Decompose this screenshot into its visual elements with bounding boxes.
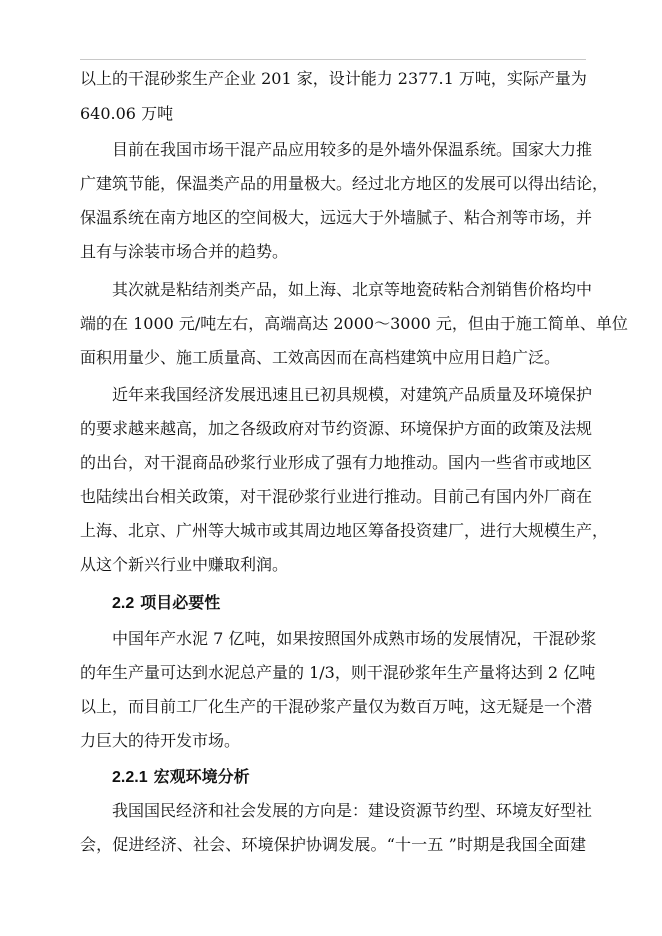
paragraph-line: 保温系统在南方地区的空间极大，远远大于外墙腻子、粘合剂等市场，并 [80, 208, 593, 227]
paragraph-line: 端的在 1000 元/吨左右，高端高达 2000～3000 元，但由于施工简单、单位 [80, 314, 628, 333]
paragraph-line: 的出台，对干混商品砂浆行业形成了强有力地推动。国内一些省市或地区 [80, 453, 593, 472]
paragraph-line: 广建筑节能，保温类产品的用量极大。经过北方地区的发展可以得出结论， [80, 174, 609, 193]
paragraph-line: 其次就是粘结剂类产品，如上海、北京等地瓷砖粘合剂销售价格均中 [112, 280, 593, 299]
paragraph-line: 的要求越来越高，加之各级政府对节约资源、环境保护方面的政策及法规 [80, 419, 593, 438]
subsection-number: 2.2.1 [112, 769, 148, 786]
paragraph-line: 力巨大的待开发市场。 [80, 731, 241, 750]
paragraph-line: 以上的干混砂浆生产企业 201 家，设计能力 2377.1 万吨，实际产量为 [80, 69, 587, 88]
paragraph-line: 我国国民经济和社会发展的方向是：建设资源节约型、环境友好型社 [112, 801, 593, 820]
section-number: 2.2 [112, 595, 135, 612]
paragraph-line: 中国年产水泥 7 亿吨，如果按照国外成熟市场的发展情况，干混砂浆 [112, 629, 597, 648]
paragraph-line: 也陆续出台相关政策，对干混砂浆行业进行推动。目前己有国内外厂商在 [80, 487, 593, 506]
paragraph-line: 640.06 万吨 [80, 104, 174, 123]
paragraph-line: 从这个新兴行业中赚取利润。 [80, 555, 289, 574]
paragraph-line: 的年生产量可达到水泥总产量的 1/3，则干混砂浆年生产量将达到 2 亿吨 [80, 663, 596, 682]
paragraph-line: 且有与涂装市场合并的趋势。 [80, 242, 289, 261]
paragraph-line: 上海、北京、广州等大城市或其周边地区筹备投资建厂，进行大规模生产， [80, 521, 609, 540]
section-heading [112, 586, 220, 620]
paragraph-line: 近年来我国经济发展迅速且已初具规模，对建筑产品质量及环境保护 [112, 385, 593, 404]
paragraph-line: 面积用量少、施工质量高、工效高因而在高档建筑中应用日趋广泛。 [80, 348, 561, 367]
paragraph-line: 会，促进经济、社会、环境保护协调发展。“十一五 ”时期是我国全面建 [80, 835, 586, 854]
paragraph-line: 目前在我国市场干混产品应用较多的是外墙外保温系统。国家大力推 [112, 140, 593, 159]
subsection-heading [112, 760, 250, 794]
header-rule [80, 59, 586, 60]
section-title: 项目必要性 [140, 593, 221, 612]
subsection-title: 宏观环境分析 [153, 767, 250, 786]
paragraph-line: 以上，而目前工厂化生产的干混砂浆产量仅为数百万吨，这无疑是一个潜 [80, 697, 593, 716]
